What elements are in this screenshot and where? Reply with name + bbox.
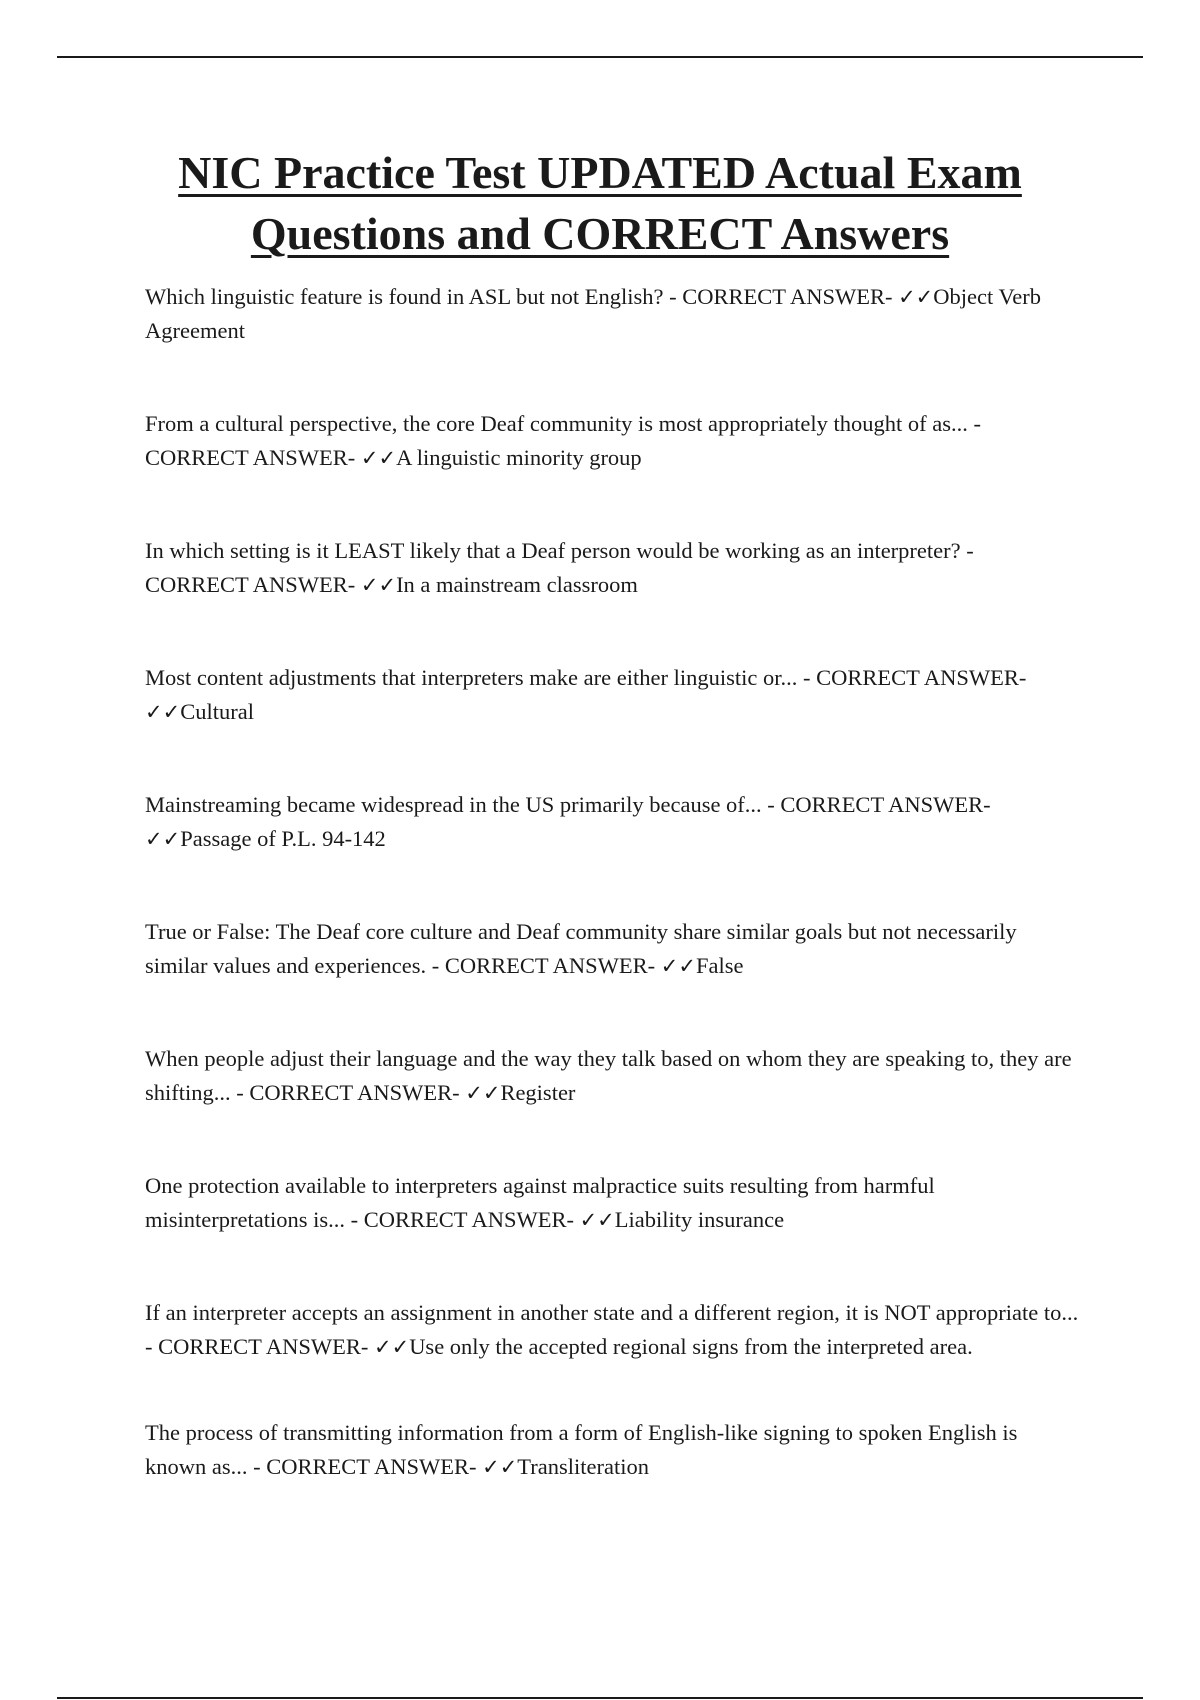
qa-item [145, 1169, 1080, 1237]
checkmark-icon: ✓✓ [465, 1081, 501, 1105]
bottom-rule [57, 1697, 1143, 1699]
qa-item [145, 788, 1080, 856]
checkmark-icon: ✓✓ [145, 827, 181, 851]
checkmark-icon: ✓✓ [360, 446, 397, 470]
answer-text: Register [500, 1080, 576, 1105]
document-title: NIC Practice Test UPDATED Actual Exam Questions and CORRECT Answers [178, 147, 1022, 259]
answer-marker: CORRECT ANSWER- [816, 665, 1027, 690]
answer-marker: CORRECT ANSWER- [266, 1454, 477, 1479]
qa-item [145, 1296, 1080, 1364]
qa-item [145, 280, 1080, 348]
checkmark-icon: ✓✓ [360, 573, 397, 597]
answer-text: Use only the accepted regional signs from the interpreted area. [409, 1334, 973, 1359]
question-text: From a cultural perspective, the core Deaf community is most appropriately thought of as... - [145, 411, 982, 436]
question-text: In which setting is it LEAST likely that a Deaf person would be working as an interpreter? - [145, 538, 974, 563]
answer-text: In a mainstream classroom [396, 572, 638, 597]
answer-marker: CORRECT ANSWER- [682, 284, 893, 309]
qa-list [145, 280, 1080, 1543]
question-text: The process of transmitting information from a form of English-like signing to spoken English is known as... - [145, 1420, 1018, 1479]
top-rule [57, 56, 1143, 58]
answer-text: False [695, 953, 744, 978]
answer-marker: CORRECT ANSWER- [363, 1207, 574, 1232]
question-text: Mainstreaming became widespread in the US primarily because of... - [145, 792, 775, 817]
answer-marker: CORRECT ANSWER- [249, 1080, 460, 1105]
question-text: Which linguistic feature is found in ASL but not English? - [145, 284, 677, 309]
answer-marker: CORRECT ANSWER- [145, 445, 356, 470]
checkmark-icon: ✓✓ [660, 954, 696, 978]
answer-text: A linguistic minority group [396, 445, 642, 470]
checkmark-icon: ✓✓ [145, 700, 181, 724]
question-text: If an interpreter accepts an assignment in another state and a different region, it is NOT appropriate to... - [145, 1300, 1079, 1359]
answer-text: Liability insurance [614, 1207, 785, 1232]
answer-marker: CORRECT ANSWER- [145, 572, 356, 597]
answer-marker: CORRECT ANSWER- [780, 792, 991, 817]
answer-text: Cultural [180, 699, 254, 724]
answer-text: Object Verb Agreement [145, 284, 1041, 343]
qa-item [145, 915, 1080, 983]
checkmark-icon: ✓✓ [579, 1208, 615, 1232]
checkmark-icon: ✓✓ [373, 1335, 410, 1359]
qa-item [145, 661, 1080, 729]
question-text: One protection available to interpreters against malpractice suits resulting from harmful misinterpretations is... - [145, 1173, 935, 1232]
question-text: When people adjust their language and the way they talk based on whom they are speaking to, they are shifting... - [145, 1046, 1072, 1105]
answer-text: Passage of P.L. 94-142 [180, 826, 386, 851]
question-text: True or False: The Deaf core culture and Deaf community share similar goals but not necessarily similar values and experiences. - [145, 919, 1017, 978]
qa-item [145, 407, 1080, 475]
checkmark-icon: ✓✓ [482, 1455, 518, 1479]
answer-text: Transliteration [517, 1454, 649, 1479]
answer-marker: CORRECT ANSWER- [444, 953, 656, 978]
question-text: Most content adjustments that interpreters make are either linguistic or... - [145, 665, 811, 690]
qa-item [145, 1042, 1080, 1110]
qa-item [145, 534, 1080, 602]
checkmark-icon: ✓✓ [898, 285, 934, 309]
qa-item [145, 1416, 1080, 1484]
answer-marker: CORRECT ANSWER- [158, 1334, 369, 1359]
